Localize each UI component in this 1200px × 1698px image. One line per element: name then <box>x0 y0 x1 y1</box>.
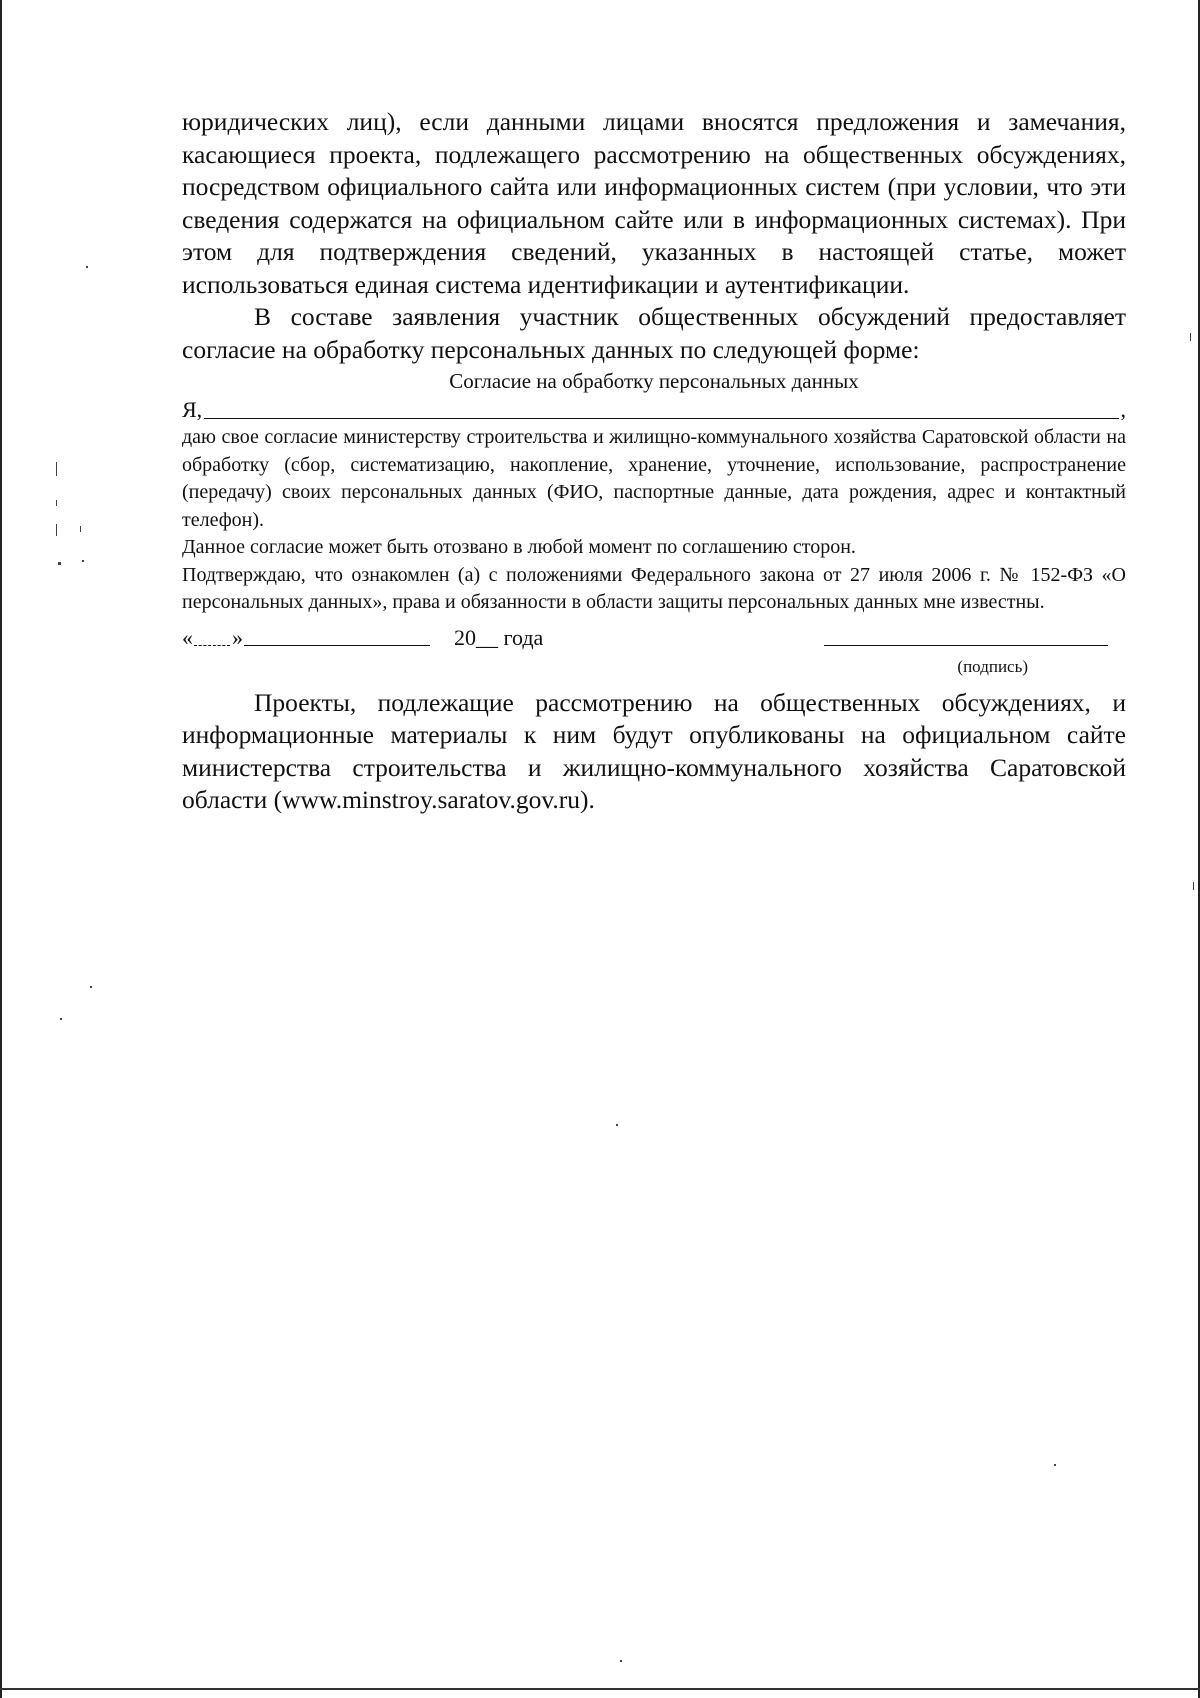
name-blank-line <box>204 398 1118 419</box>
scan-speck <box>1193 882 1194 890</box>
scan-speck <box>1190 333 1191 341</box>
intro-paragraph: юридических лиц), если данными лицами вносятся предложения и замечания, касающиеся проекта, подлежащего рассмотрению на общественных обсуждениях, посредством официального сайта или информационных систем (при условии, что эти сведения содержатся на официальном сайте или в информационных системах). При этом для подтверждения сведений, указанных в настоящей статье, может использоваться единая система идентификации и аутентификации. <box>182 107 1126 299</box>
consent-form-title: Согласие на обработку персональных данных <box>449 369 859 393</box>
closing-paragraph: Проекты, подлежащие рассмотрению на общественных обсуждениях, и информационные материалы к ним будут опубликованы на официальном сайте министерства строительства и жилищно-коммунального хозяйства Саратовской области (www.minstroy.saratov.gov.ru). <box>182 687 1126 814</box>
scan-speck <box>616 1124 618 1126</box>
scan-speck <box>86 266 88 268</box>
name-line-comma: , <box>1120 397 1126 422</box>
signature-blank-line <box>824 645 1108 646</box>
consent-intro-paragraph: В составе заявления участник общественных обсуждений предоставляет согласие на обработку персональных данных по следующей форме: <box>182 302 1126 364</box>
scan-speck <box>60 1018 62 1020</box>
name-line <box>182 396 1126 424</box>
date-signature-row <box>182 621 1126 657</box>
scan-speck <box>56 462 57 476</box>
page-left-border <box>0 0 2 1698</box>
name-line-label: Я, <box>182 397 203 422</box>
consent-body: даю свое согласие министерству строительства и жилищно-коммунального хозяйства Саратовской области на обработку (сбор, систематизацию, накопление, хранение, уточнение, использование, распространение (передачу) своих персональных данных (ФИО, паспортные данные, дата рождения, адрес и контактный телефон). <box>182 426 1126 531</box>
date-open-quote: « <box>182 624 193 650</box>
scan-speck <box>80 526 81 532</box>
month-blank-line <box>244 645 430 646</box>
year-text: 20__ года <box>454 624 544 650</box>
signature-caption: (подпись) <box>957 656 1028 676</box>
scan-speck <box>56 524 57 536</box>
consent-revocation: Данное согласие может быть отозвано в любой момент по соглашению сторон. <box>182 536 856 558</box>
day-blank-line <box>194 645 230 646</box>
scan-speck <box>620 1660 622 1662</box>
page-bottom-border <box>0 1688 1200 1690</box>
scan-speck <box>1054 1464 1056 1466</box>
consent-confirmation: Подтверждаю, что ознакомлен (а) с положениями Федерального закона от 27 июля 2006 г. № 152-ФЗ «О персональных данных», права и обязанности в области защиты персональных данных мне известны. <box>182 563 1126 613</box>
date-close-quote: » <box>232 624 243 650</box>
scan-speck <box>56 500 57 506</box>
scan-speck <box>82 560 84 562</box>
document-page <box>182 106 1126 817</box>
scan-speck <box>90 986 92 988</box>
scan-speck <box>58 562 61 565</box>
